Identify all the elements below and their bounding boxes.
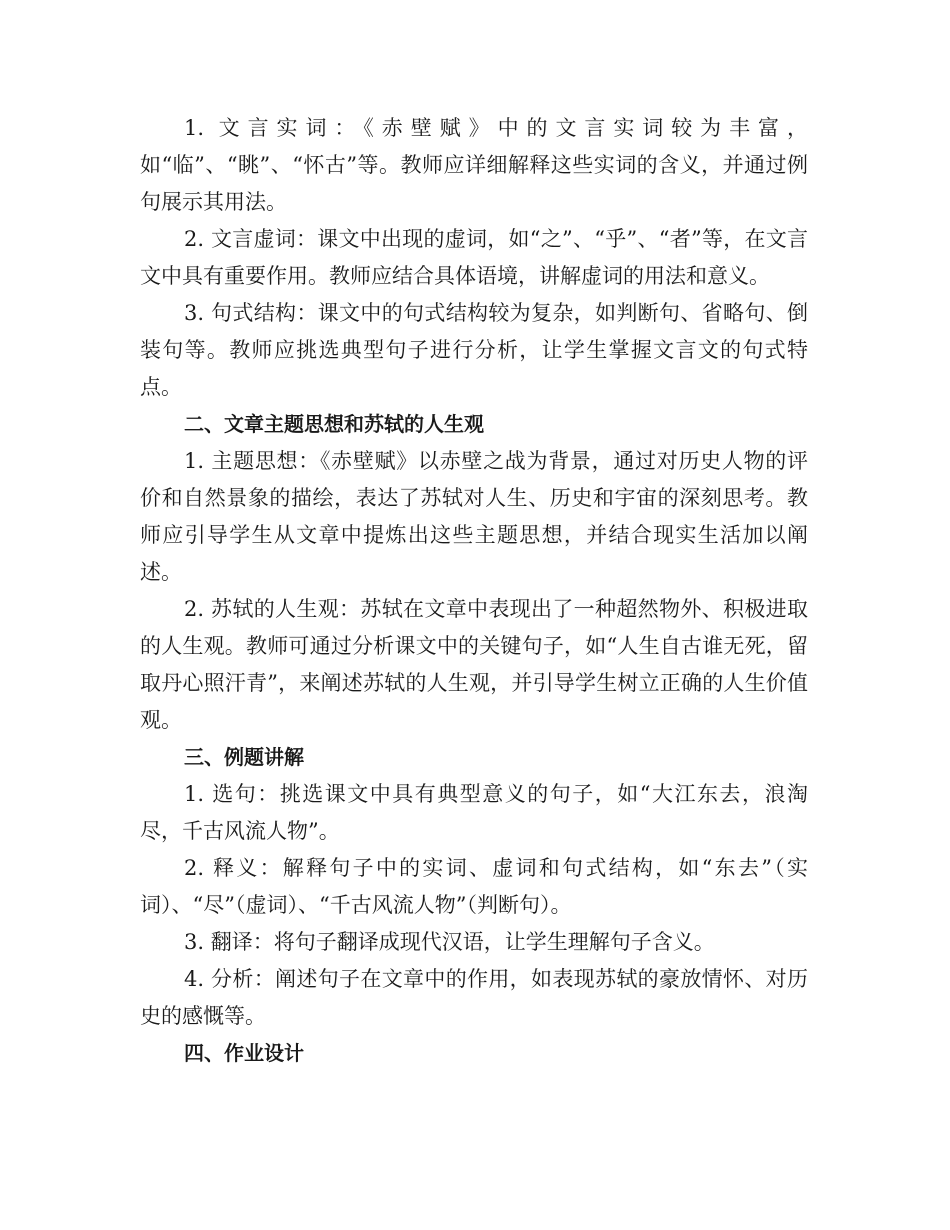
paragraph-life-view: 2. 苏轼的人生观：苏轼在文章中表现出了一种超然物外、积极进取的人生观。教师可通过分析课文中的关键句子，如“人生自古谁无死，留取丹心照汗青”，来阐述苏轼的人生观，并引导学生树立正确的人生价值观。	[140, 597, 808, 732]
paragraph-analyze: 4. 分析：阐述句子在文章中的作用，如表现苏轼的豪放情怀、对历史的感慨等。	[140, 967, 808, 1028]
paragraph-theme: 1. 主题思想：《赤壁赋》以赤壁之战为背景，通过对历史人物的评价和自然景象的描绘，表达了苏轼对人生、历史和宇宙的深刻思考。教师应引导学生从文章中提炼出这些主题思想，并结合现实生活加以阐述。	[140, 449, 808, 584]
document-page	[140, 110, 808, 1072]
section-heading-theme: 二、文章主题思想和苏轼的人生观	[184, 412, 484, 436]
paragraph-explain: 2. 释义：解释句子中的实词、虚词和句式结构，如“东去”（实词）、“尽”（虚词）、“千古风流人物”（判断句）。	[140, 856, 808, 917]
section-heading-homework: 四、作业设计	[184, 1041, 304, 1065]
paragraph-sentence-structure: 3. 句式结构：课文中的句式结构较为复杂，如判断句、省略句、倒装句等。教师应挑选典型句子进行分析，让学生掌握文言文的句式特点。	[140, 301, 808, 399]
paragraph-translate: 3. 翻译：将句子翻译成现代汉语，让学生理解句子含义。	[184, 930, 715, 954]
paragraph-notional-words: 1. 文言实词：《赤壁赋》中的文言实词较为丰富，如“临”、“眺”、“怀古”等。教师应详细解释这些实词的含义，并通过例句展示其用法。	[140, 116, 808, 214]
section-heading-examples: 三、例题讲解	[184, 745, 304, 769]
paragraph-select-sentence: 1. 选句：挑选课文中具有典型意义的句子，如“大江东去，浪淘尽，千古风流人物”。	[140, 782, 808, 843]
paragraph-function-words: 2. 文言虚词：课文中出现的虚词，如“之”、“乎”、“者”等，在文言文中具有重要作用。教师应结合具体语境，讲解虚词的用法和意义。	[140, 227, 808, 288]
